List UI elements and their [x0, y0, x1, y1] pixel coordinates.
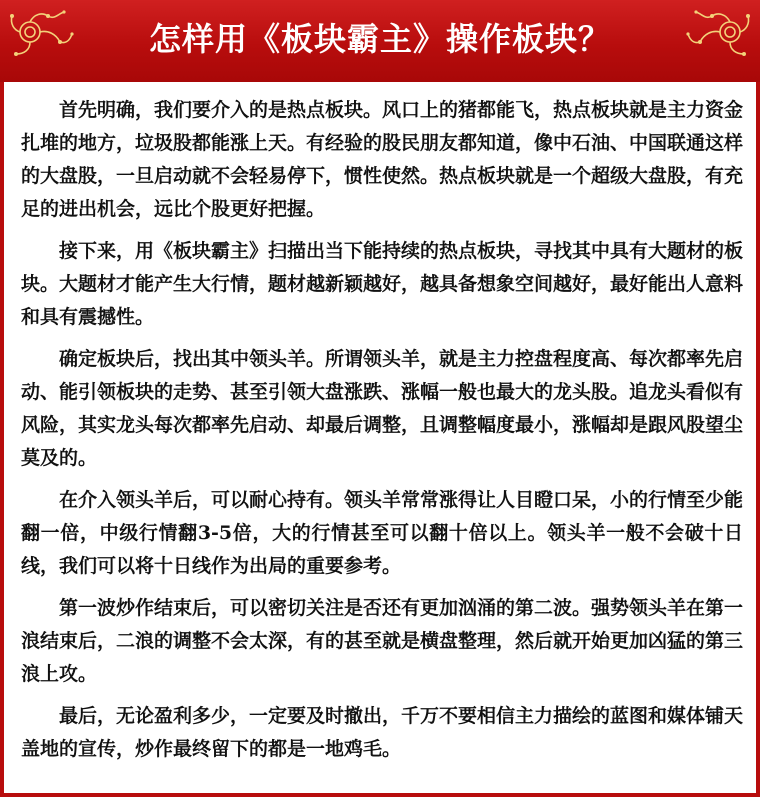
content-frame [0, 82, 760, 797]
paragraph-hold-leader: 在介入领头羊后，可以耐心持有。领头羊常常涨得让人目瞪口呆，小的行情至少能翻一倍，中级行情翻3-5倍，大的行情甚至可以翻十倍以上。领头羊一般不会破十日线，我们可以将十日线作为出局的重要参考。 [21, 489, 744, 577]
paragraph-second-wave: 第一波炒作结束后，可以密切关注是否还有更加汹涌的第二波。强势领头羊在第一浪结束后，二浪的调整不会太深，有的甚至就是横盘整理，然后就开始更加凶猛的第三浪上攻。 [21, 597, 744, 685]
paragraph-hotspot-sector: 首先明确，我们要介入的是热点板块。风口上的猪都能飞，热点板块就是主力资金扎堆的地方，垃圾股都能涨上天。有经验的股民朋友都知道，像中石油、中国联通这样的大盘股，一旦启动就不会轻易停下，惯性使然。热点板块就是一个超级大盘股，有充足的进出机会，远比个股更好把握。 [21, 99, 744, 220]
article-body [21, 94, 743, 775]
page-title: 怎样用《板块霸主》操作板块？ [148, 20, 611, 58]
header-banner [0, 0, 760, 82]
paragraph-exit: 最后，无论盈利多少，一定要及时撤出，千万不要相信主力描绘的蓝图和媒体铺天盖地的宣传，炒作最终留下的都是一地鸡毛。 [21, 705, 744, 760]
paragraph-scan-sectors: 接下来，用《板块霸主》扫描出当下能持续的热点板块，寻找其中具有大题材的板块。大题材才能产生大行情，题材越新颖越好，越具备想象空间越好，最好能出人意料和具有震撼性。 [21, 240, 744, 328]
floral-ornament-icon [684, 4, 756, 60]
paragraph-find-leader: 确定板块后，找出其中领头羊。所谓领头羊，就是主力控盘程度高、每次都率先启动、能引领板块的走势、甚至引领大盘涨跌、涨幅一般也最大的龙头股。追龙头看似有风险，其实龙头每次都率先启动、却最后调整，且调整幅度最小，涨幅却是跟风股望尘莫及的。 [21, 348, 744, 469]
